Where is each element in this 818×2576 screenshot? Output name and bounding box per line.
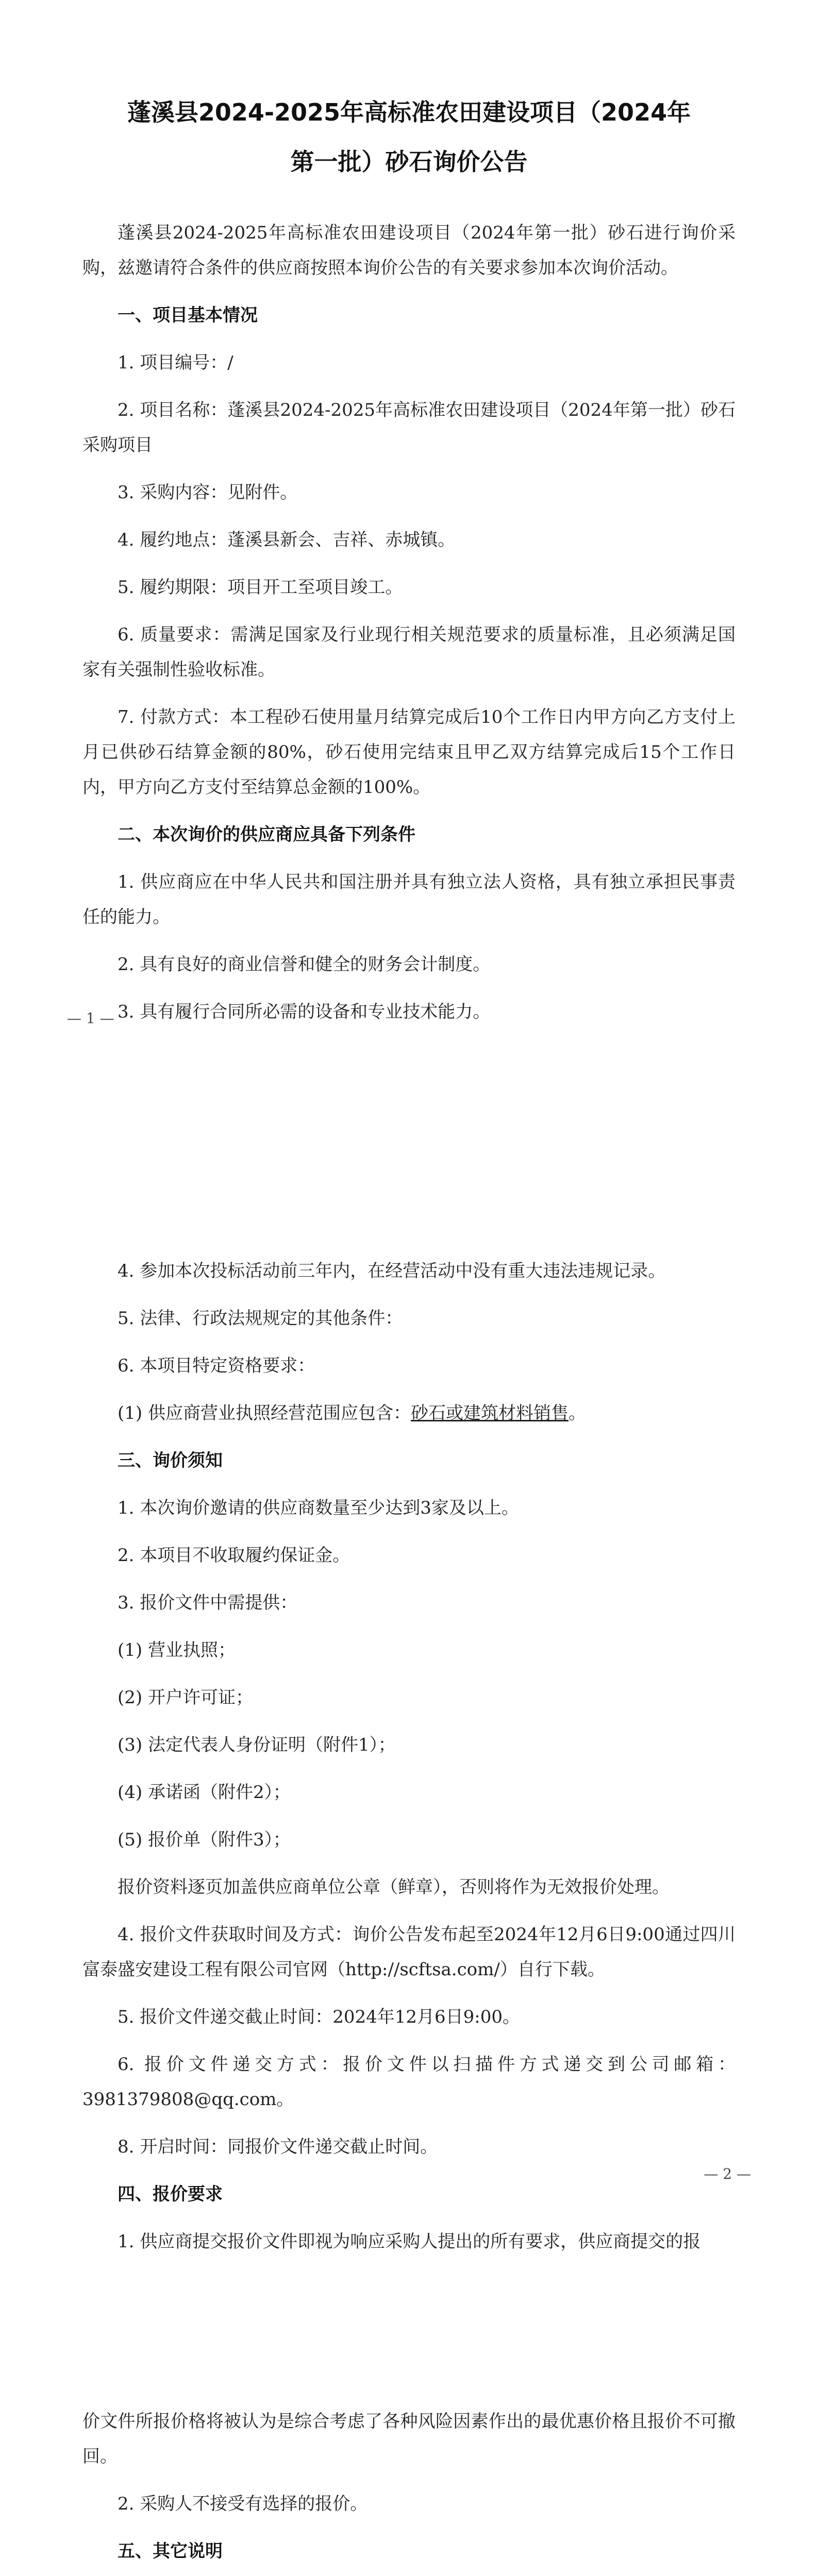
condition-2: 2. 具有良好的商业信誉和健全的财务会计制度。 [118,954,491,975]
quote-requirement-2: 2. 采购人不接受有选择的报价。 [118,2494,368,2514]
section-heading-2: 二、本次询价的供应商应具备下列条件 [118,824,415,845]
title-line-1: 蓬溪县2024-2025年高标准农田建设项目（2024年 [127,98,691,126]
purchase-content: 3. 采购内容：见附件。 [118,482,298,503]
quote-requirement-1-continued: 价文件所报价格将被认为是综合考虑了各种风险因素作出的最优惠价格且报价不可撤回。 [82,2411,736,2467]
intro-paragraph: 蓬溪县2024-2025年高标准农田建设项目（2024年第一批）砂石进行询价采购，兹邀请符合条件的供应商按照本询价公告的有关要求参加本次询价活动。 [82,223,736,278]
business-scope-requirement: 砂石或建筑材料销售 [410,1403,569,1423]
notice-5: 5. 报价文件递交截止时间：2024年12月6日9:00。 [118,2007,521,2027]
section-heading-3: 三、询价须知 [118,1450,223,1471]
page-3 [0,2311,818,2576]
condition-3: 3. 具有履行合同所必需的设备和专业技术能力。 [118,1002,491,1022]
page-2-content [82,1253,736,2272]
title-line-2: 第一批）砂石询价公告 [290,148,528,176]
notice-3-5: (5) 报价单（附件3）； [118,1829,291,1850]
notice-8: 8. 开启时间：同报价文件递交截止时间。 [118,2137,438,2157]
project-name: 2. 项目名称：蓬溪县2024-2025年高标准农田建设项目（2024年第一批）砂石采购项目 [82,400,736,455]
notice-3-1: (1) 营业执照； [118,1640,236,1660]
payment-method: 7. 付款方式：本工程砂石使用量月结算完成后10个工作日内甲方向乙方支付上月已供砂石结算金额的80%，砂石使用完结束且甲乙双方结算完成后15个工作日内，甲方向乙方支付至结算总金额的100%。 [82,707,736,798]
condition-5: 5. 法律、行政法规规定的其他条件： [118,1308,403,1329]
document-title [82,88,736,187]
notice-1: 1. 本次询价邀请的供应商数量至少达到3家及以上。 [118,1498,519,1518]
notice-4: 4. 报价文件获取时间及方式：询价公告发布起至2024年12月6日9:00通过四川富泰盛安建设工程有限公司官网（http://scftsa.com/）自行下载。 [82,1924,736,1980]
page-1 [0,0,818,1156]
condition-6-1 [82,1396,736,1431]
notice-3-note: 报价资料逐页加盖供应商单位公章（鲜章），否则将作为无效报价处理。 [118,1877,670,1897]
quality-requirement: 6. 质量要求：需满足国家及行业现行相关规范要求的质量标准，且必须满足国家有关强制性验收标准。 [82,624,736,680]
page-1-content [82,88,736,1042]
notice-3: 3. 报价文件中需提供： [118,1592,298,1613]
page-2 [0,1156,818,2311]
condition-6-1-prefix: (1) 供应商营业执照经营范围应包含： [118,1403,411,1423]
notice-3-4: (4) 承诺函（附件2）； [118,1782,291,1803]
notice-2: 2. 本项目不收取履约保证金。 [118,1545,350,1566]
notice-6: 6. 报价文件递交方式：报价文件以扫描件方式递交到公司邮箱：3981379808@qq.com。 [82,2054,736,2110]
page-number-2: — 2 — [704,2165,751,2182]
delivery-period: 5. 履约期限：项目开工至项目竣工。 [118,577,403,598]
notice-3-2: (2) 开户许可证； [118,1687,253,1708]
section-heading-4: 四、报价要求 [118,2184,223,2205]
project-number: 1. 项目编号：/ [118,352,233,373]
notice-3-3: (3) 法定代表人身份证明（附件1）； [118,1735,396,1755]
condition-6-1-suffix: 。 [568,1403,586,1423]
section-heading-5: 五、其它说明 [118,2541,223,2562]
quote-requirement-1: 1. 供应商提交报价文件即视为响应采购人提出的所有要求，供应商提交的报 [118,2231,701,2252]
condition-6: 6. 本项目特定资格要求： [118,1355,315,1376]
page-number-1: — 1 — [67,1010,114,1027]
delivery-location: 4. 履约地点：蓬溪县新会、吉祥、赤城镇。 [118,530,456,550]
section-heading-1: 一、项目基本情况 [118,305,258,326]
condition-4: 4. 参加本次投标活动前三年内，在经营活动中没有重大违法违规记录。 [118,1261,666,1281]
condition-1: 1. 供应商应在中华人民共和国注册并具有独立法人资格，具有独立承担民事责任的能力。 [82,872,736,927]
page-3-content [82,2404,736,2576]
